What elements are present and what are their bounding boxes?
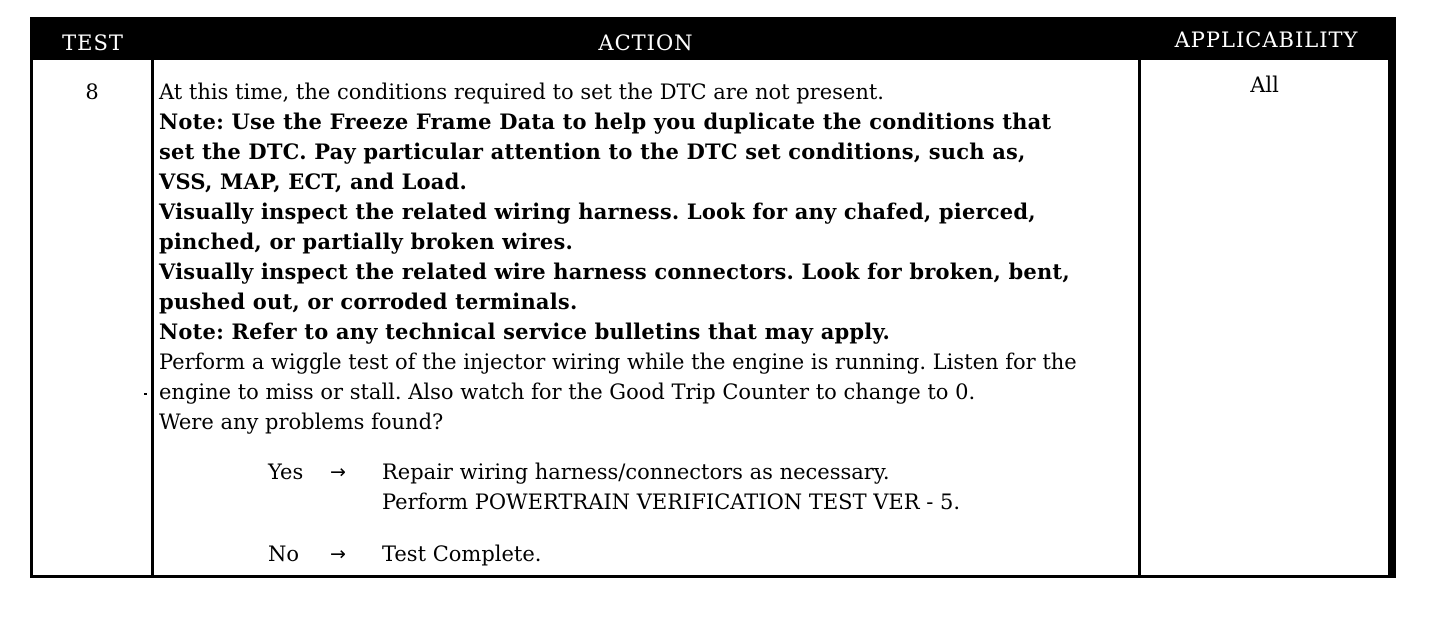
inspect-line: pinched, or partially broken wires. [159, 229, 573, 254]
answer-options [268, 457, 1028, 569]
header-action: ACTION [598, 31, 694, 55]
yes-action-1: Repair wiring harness/connectors as necessary. [382, 460, 890, 484]
note-line: Note: Use the Freeze Frame Data to help you duplicate the conditions that [159, 109, 1052, 134]
test-number: 8 [85, 80, 99, 104]
diagnostic-test-table [30, 17, 1396, 578]
note-line: Note: Refer to any technical service bulletins that may apply. [159, 319, 890, 344]
scan-mark [144, 393, 147, 395]
question-line: Were any problems found? [159, 410, 444, 434]
inspect-line: pushed out, or corroded terminals. [159, 289, 578, 314]
note-line: set the DTC. Pay particular attention to the DTC set conditions, such as, [159, 139, 1026, 164]
arrow-right-icon: → [330, 543, 346, 565]
action-text [159, 77, 1135, 437]
inspect-line: Visually inspect the related wire harness connectors. Look for broken, bent, [159, 259, 1070, 284]
no-action: Test Complete. [382, 542, 542, 566]
yes-action-2: Perform POWERTRAIN VERIFICATION TEST VER - 5. [382, 490, 961, 514]
action-line: engine to miss or stall. Also watch for the Good Trip Counter to change to 0. [159, 380, 976, 404]
answer-yes [268, 457, 1028, 487]
arrow-right-icon: → [330, 461, 346, 483]
note-line: VSS, MAP, ECT, and Load. [159, 169, 467, 194]
table-header [33, 20, 1393, 60]
column-divider-action [1138, 60, 1141, 575]
action-line: Perform a wiggle test of the injector wiring while the engine is running. Listen for the [159, 350, 1077, 374]
answer-yes-continued [268, 487, 1028, 517]
header-test: TEST [62, 31, 124, 55]
answer-no [268, 539, 1028, 569]
yes-label: Yes [268, 460, 304, 484]
column-divider-right [1388, 60, 1393, 575]
applicability-value: All [1250, 73, 1279, 97]
inspect-line: Visually inspect the related wiring harness. Look for any chafed, pierced, [159, 199, 1036, 224]
action-line: At this time, the conditions required to set the DTC are not present. [159, 80, 884, 104]
column-divider-test [151, 60, 154, 575]
header-applicability: APPLICABILITY [1174, 28, 1359, 52]
no-label: No [268, 542, 300, 566]
